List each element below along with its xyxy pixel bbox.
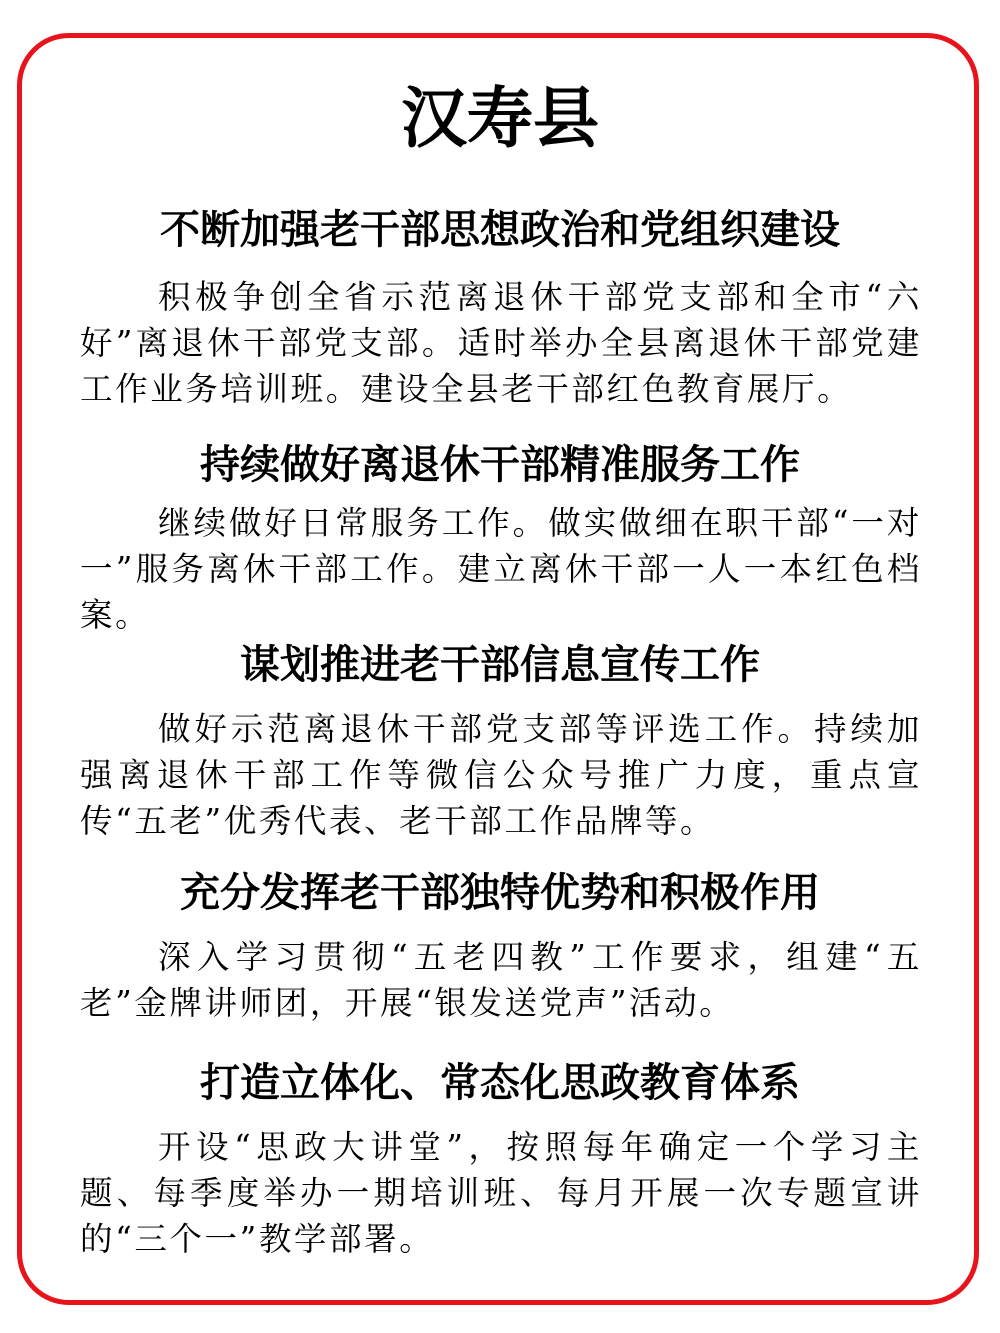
section-body-5: 开设“思政大讲堂”，按照每年确定一个学习主题、每季度举办一期培训班、每月开展一次专题宣讲的“三个一”教学部署。 [80,1128,922,1258]
section-heading-5: 打造立体化、常态化思政教育体系 [200,1060,800,1106]
section-body-2: 继续做好日常服务工作。做实做细在职干部“一对一”服务离休干部工作。建立离休干部一人一本红色档案。 [80,504,922,634]
section-heading-1: 不断加强老干部思想政治和党组织建设 [160,207,840,253]
page-title: 汉寿县 [401,79,599,157]
section-heading-4: 充分发挥老干部独特优势和积极作用 [180,870,820,916]
section-body-1: 积极争创全省示范离退休干部党支部和全市“六好”离退休干部党支部。适时举办全县离退休干部党建工作业务培训班。建设全县老干部红色教育展厅。 [80,278,922,408]
section-body-4: 深入学习贯彻“五老四教”工作要求，组建“五老”金牌讲师团，开展“银发送党声”活动。 [80,938,922,1022]
section-heading-3: 谋划推进老干部信息宣传工作 [240,642,760,688]
section-body-3: 做好示范离退休干部党支部等评选工作。持续加强离退休干部工作等微信公众号推广力度，重点宣传“五老”优秀代表、老干部工作品牌等。 [80,710,922,840]
section-heading-2: 持续做好离退休干部精准服务工作 [200,442,800,488]
